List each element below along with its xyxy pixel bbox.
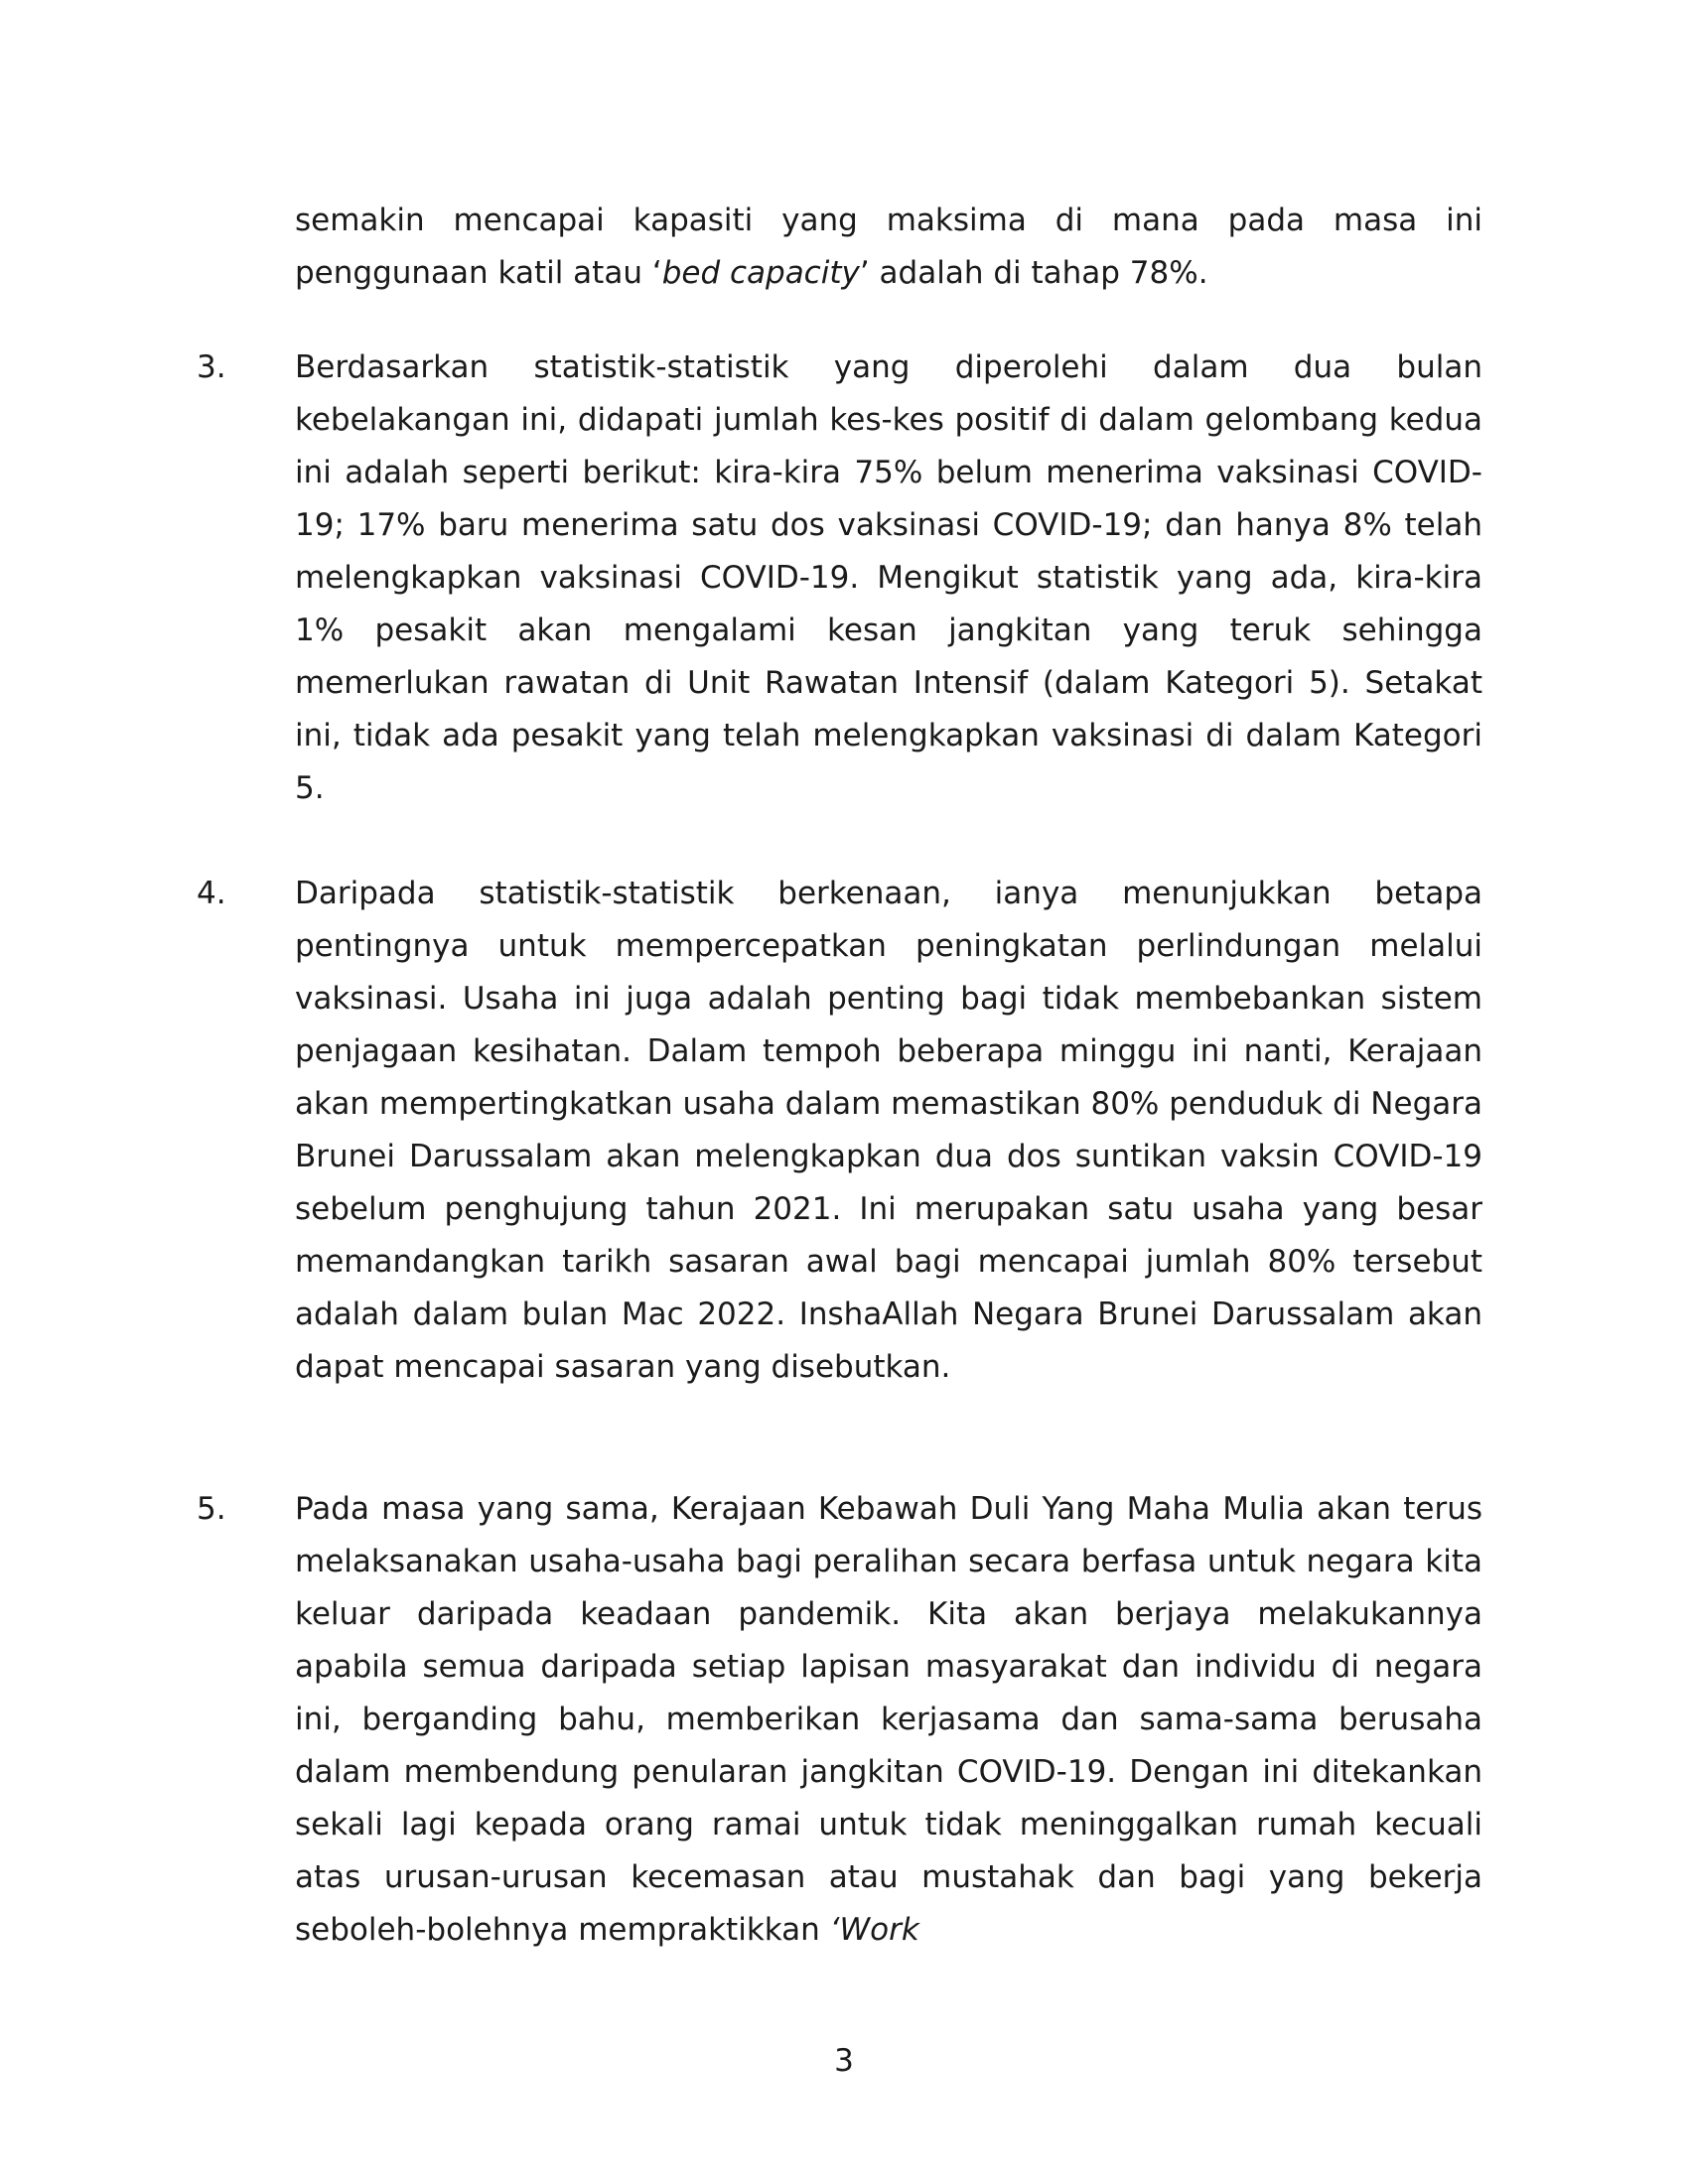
paragraph-number: 4. xyxy=(197,876,226,911)
paragraph-number: 3. xyxy=(197,349,226,385)
paragraph-number: 5. xyxy=(197,1491,226,1527)
paragraph-5 xyxy=(295,1483,1482,1957)
paragraph-3: Berdasarkan statistik-statistik yang diperolehi dalam dua bulan kebelakangan ini, didapati jumlah kes-kes positif di dalam gelombang kedua ini adalah seperti berikut: kira-kira 75% belum menerima vaksinasi COVID-19; 17% baru menerima satu dos vaksinasi COVID-19; dan hanya 8% telah melengkapkan vaksinasi COVID-19. Mengikut statistik yang ada, kira-kira 1% pesakit akan mengalami kesan jangkitan yang teruk sehingga memerlukan rawatan di Unit Rawatan Intensif (dalam Kategori 5). Setakat ini, tidak ada pesakit yang telah melengkapkan vaksinasi di dalam Kategori 5. xyxy=(295,349,1482,806)
paragraph-text: Pada masa yang sama, Kerajaan Kebawah Duli Yang Maha Mulia akan terus melaksanakan usaha-usaha bagi peralihan secara berfasa untuk negara kita keluar daripada keadaan pandemik. Kita akan berjaya melakukannya apabila semua daripada setiap lapisan masyarakat dan individu di negara ini, berganding bahu, memberikan kerjasama dan sama-sama berusaha dalam membendung penularan jangkitan COVID-19. Dengan ini ditekankan sekali lagi kepada orang ramai untuk tidak meninggalkan rumah kecuali atas urusan-urusan kecemasan atau mustahak dan bagi yang bekerja seboleh-bolehnya mempraktikkan xyxy=(295,1491,1482,1948)
page-number: 3 xyxy=(834,2043,854,2079)
paragraph-text: ’ adalah di tahap 78%. xyxy=(859,255,1208,291)
paragraph-continuation xyxy=(295,195,1482,300)
italic-term: bed capacity xyxy=(661,255,860,291)
paragraph-text: semakin mencapai kapasiti yang maksima di mana pada masa ini penggunaan katil atau ‘ xyxy=(295,203,1482,291)
paragraph-4: Daripada statistik-statistik berkenaan, ianya menunjukkan betapa pentingnya untuk mempercepatkan peningkatan perlindungan melalui vaksinasi. Usaha ini juga adalah penting bagi tidak membebankan sistem penjagaan kesihatan. Dalam tempoh beberapa minggu ini nanti, Kerajaan akan mempertingkatkan usaha dalam memastikan 80% penduduk di Negara Brunei Darussalam akan melengkapkan dua dos suntikan vaksin COVID-19 sebelum penghujung tahun 2021. Ini merupakan satu usaha yang besar memandangkan tarikh sasaran awal bagi mencapai jumlah 80% tersebut adalah dalam bulan Mac 2022. InshaAllah Negara Brunei Darussalam akan dapat mencapai sasaran yang disebutkan. xyxy=(295,876,1482,1385)
italic-term: ‘Work xyxy=(829,1912,919,1948)
